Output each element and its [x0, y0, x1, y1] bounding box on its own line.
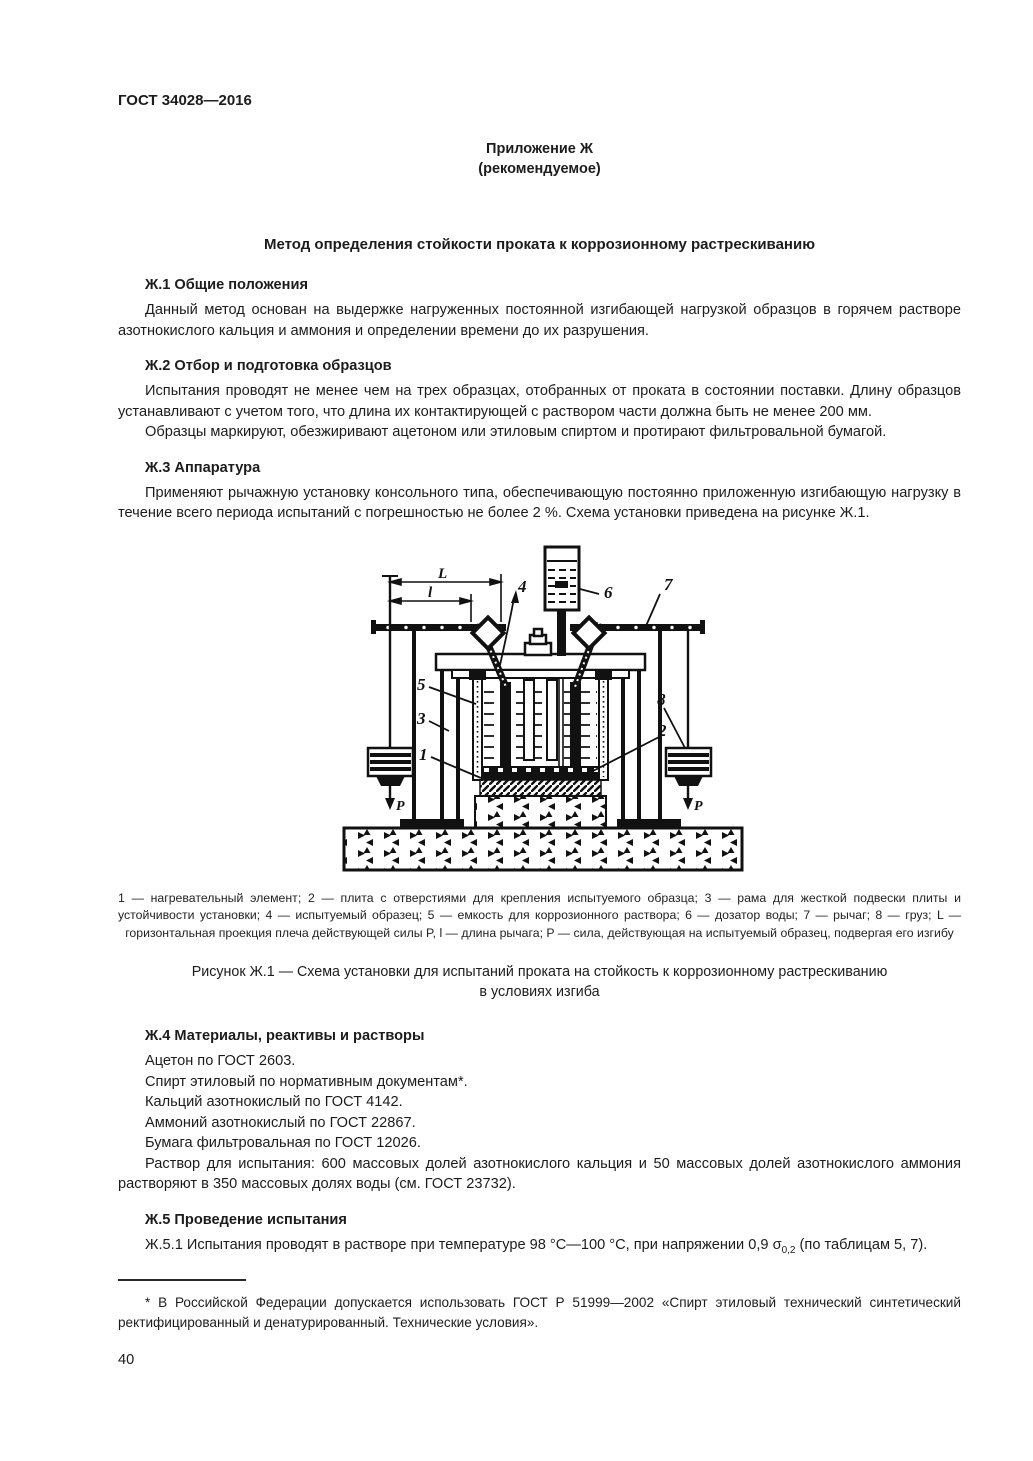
base-slab: [344, 828, 742, 870]
specimen-bar-left: [500, 682, 511, 768]
figure-zh1: [328, 540, 748, 880]
clamp-left: [472, 617, 503, 648]
frame-foot-left: [400, 819, 464, 828]
figure-label-L: L: [438, 565, 448, 582]
material-line: Бумага фильтровальная по ГОСТ 12026.: [145, 1135, 421, 1151]
figure-diagram: [328, 540, 748, 880]
figure-label-P-left: P: [396, 798, 405, 814]
doc-number: ГОСТ 34028—2016: [118, 92, 252, 109]
figure-label-2: 2: [658, 720, 667, 740]
zh51-text: Ж.5.1 Испытания проводят в растворе при температуре 98 °С—100 °С, при напряжении 0,9 σ: [145, 1236, 782, 1253]
clamp-right: [573, 617, 604, 648]
zh51-text-end: (по таблицам 5, 7).: [795, 1236, 928, 1253]
specimen-plate: [476, 766, 605, 780]
appendix-kind: (рекомендуемое): [478, 161, 601, 177]
heading-zh5: Ж.5 Проведение испытания: [145, 1211, 347, 1228]
sigma-subscript: 0,2: [781, 1244, 796, 1256]
footnote-text: * В Российской Федерации допускается использовать ГОСТ Р 51999—2002 «Спирт этиловый технический синтетический ректифицированный и денатурированный. Технические условия».: [118, 1295, 961, 1330]
pedestal: [475, 796, 606, 828]
weight-left: [368, 748, 413, 810]
heater-element: [480, 780, 601, 796]
figure-label-1: 1: [419, 744, 428, 764]
appendix-label: Приложение Ж: [486, 141, 593, 157]
figure-label-P-right: P: [694, 798, 703, 814]
weight-right: [666, 748, 711, 810]
footnote-rule: [118, 1279, 246, 1281]
specimen-bar-right: [570, 682, 581, 768]
top-plate: [436, 654, 645, 670]
figure-label-6: 6: [604, 582, 613, 602]
heading-zh2: Ж.2 Отбор и подготовка образцов: [145, 358, 392, 374]
paragraph-zh2-1: Испытания проводят не менее чем на трех образцах, отобранных от проката в состоянии поставки. Длину образцов устанавливают с учетом того, что длина их контактирующей с раствором части должна быть не менее 200 мм.: [118, 383, 961, 420]
inner-partition-left: [524, 680, 534, 760]
figure-legend: 1 — нагревательный элемент; 2 — плита с отверстиями для крепления испытуемого образца; 3 — рама для жесткой подвески плиты и устойчивости установки; 4 — испытуемый образец; 5 — емкость для коррозионного раствора; 6 — дозатор воды; 7 — рычаг; 8 — груз; L — горизонтальная проекция плеча действующей силы P, l — длина рычага; P — сила, действующая на испытуемый образец, подвергая его изгибу: [118, 890, 961, 940]
frame-foot-right: [617, 819, 681, 828]
heading-zh4: Ж.4 Материалы, реактивы и растворы: [145, 1028, 425, 1044]
paragraph-zh1: Данный метод основан на выдержке нагруженных постоянной изгибающей нагрузкой образцов в горячем растворе азотнокислого кальция и аммония и определении времени до их разрушения.: [118, 302, 961, 339]
appendix-block: [118, 139, 961, 179]
paragraph-zh2-2: Образцы маркируют, обезжиривают ацетоном или этиловым спиртом и протирают фильтровальной бумагой.: [145, 424, 887, 440]
figure-label-7: 7: [664, 574, 673, 594]
heading-zh3: Ж.3 Аппаратура: [145, 459, 261, 476]
figure-caption: [118, 962, 961, 1002]
figure-label-4: 4: [518, 576, 527, 596]
paragraph-zh3: Применяют рычажную установку консольного типа, обеспечивающую постоянно приложенную изгибающую нагрузку в течение всего периода испытаний с погрешностью не более 2 %. Схема установки приведена на рисунке Ж.1.: [118, 484, 961, 521]
heading-zh1: Ж.1 Общие положения: [145, 277, 308, 293]
figure-label-8: 8: [657, 689, 666, 709]
inner-partition-right: [547, 680, 557, 760]
material-line: Аммоний азотнокислый по ГОСТ 22867.: [145, 1114, 416, 1131]
figure-label-l: l: [428, 584, 433, 601]
material-line: Спирт этиловый по нормативным документам*.: [145, 1073, 468, 1090]
figure-label-3: 3: [417, 708, 426, 728]
figure-label-5: 5: [417, 674, 426, 694]
page-title: Метод определения стойкости проката к коррозионному растрескиванию: [263, 236, 816, 253]
material-line: Кальций азотнокислый по ГОСТ 4142.: [145, 1094, 403, 1110]
page-number: 40: [118, 1352, 135, 1368]
bolt-cap: [525, 629, 551, 655]
figure-caption-line1: Рисунок Ж.1 — Схема установки для испытаний проката на стойкость к коррозионному растрескиванию: [191, 964, 888, 980]
material-line: Ацетон по ГОСТ 2603.: [145, 1053, 296, 1069]
figure-caption-line2: в условиях изгиба: [479, 984, 600, 1000]
paragraph-zh51: [118, 1235, 961, 1262]
solution-paragraph: Раствор для испытания: 600 массовых долей азотнокислого кальция и 50 массовых долей азотнокислого аммония растворяют в 350 массовых долях воды (см. ГОСТ 23732).: [118, 1155, 961, 1192]
